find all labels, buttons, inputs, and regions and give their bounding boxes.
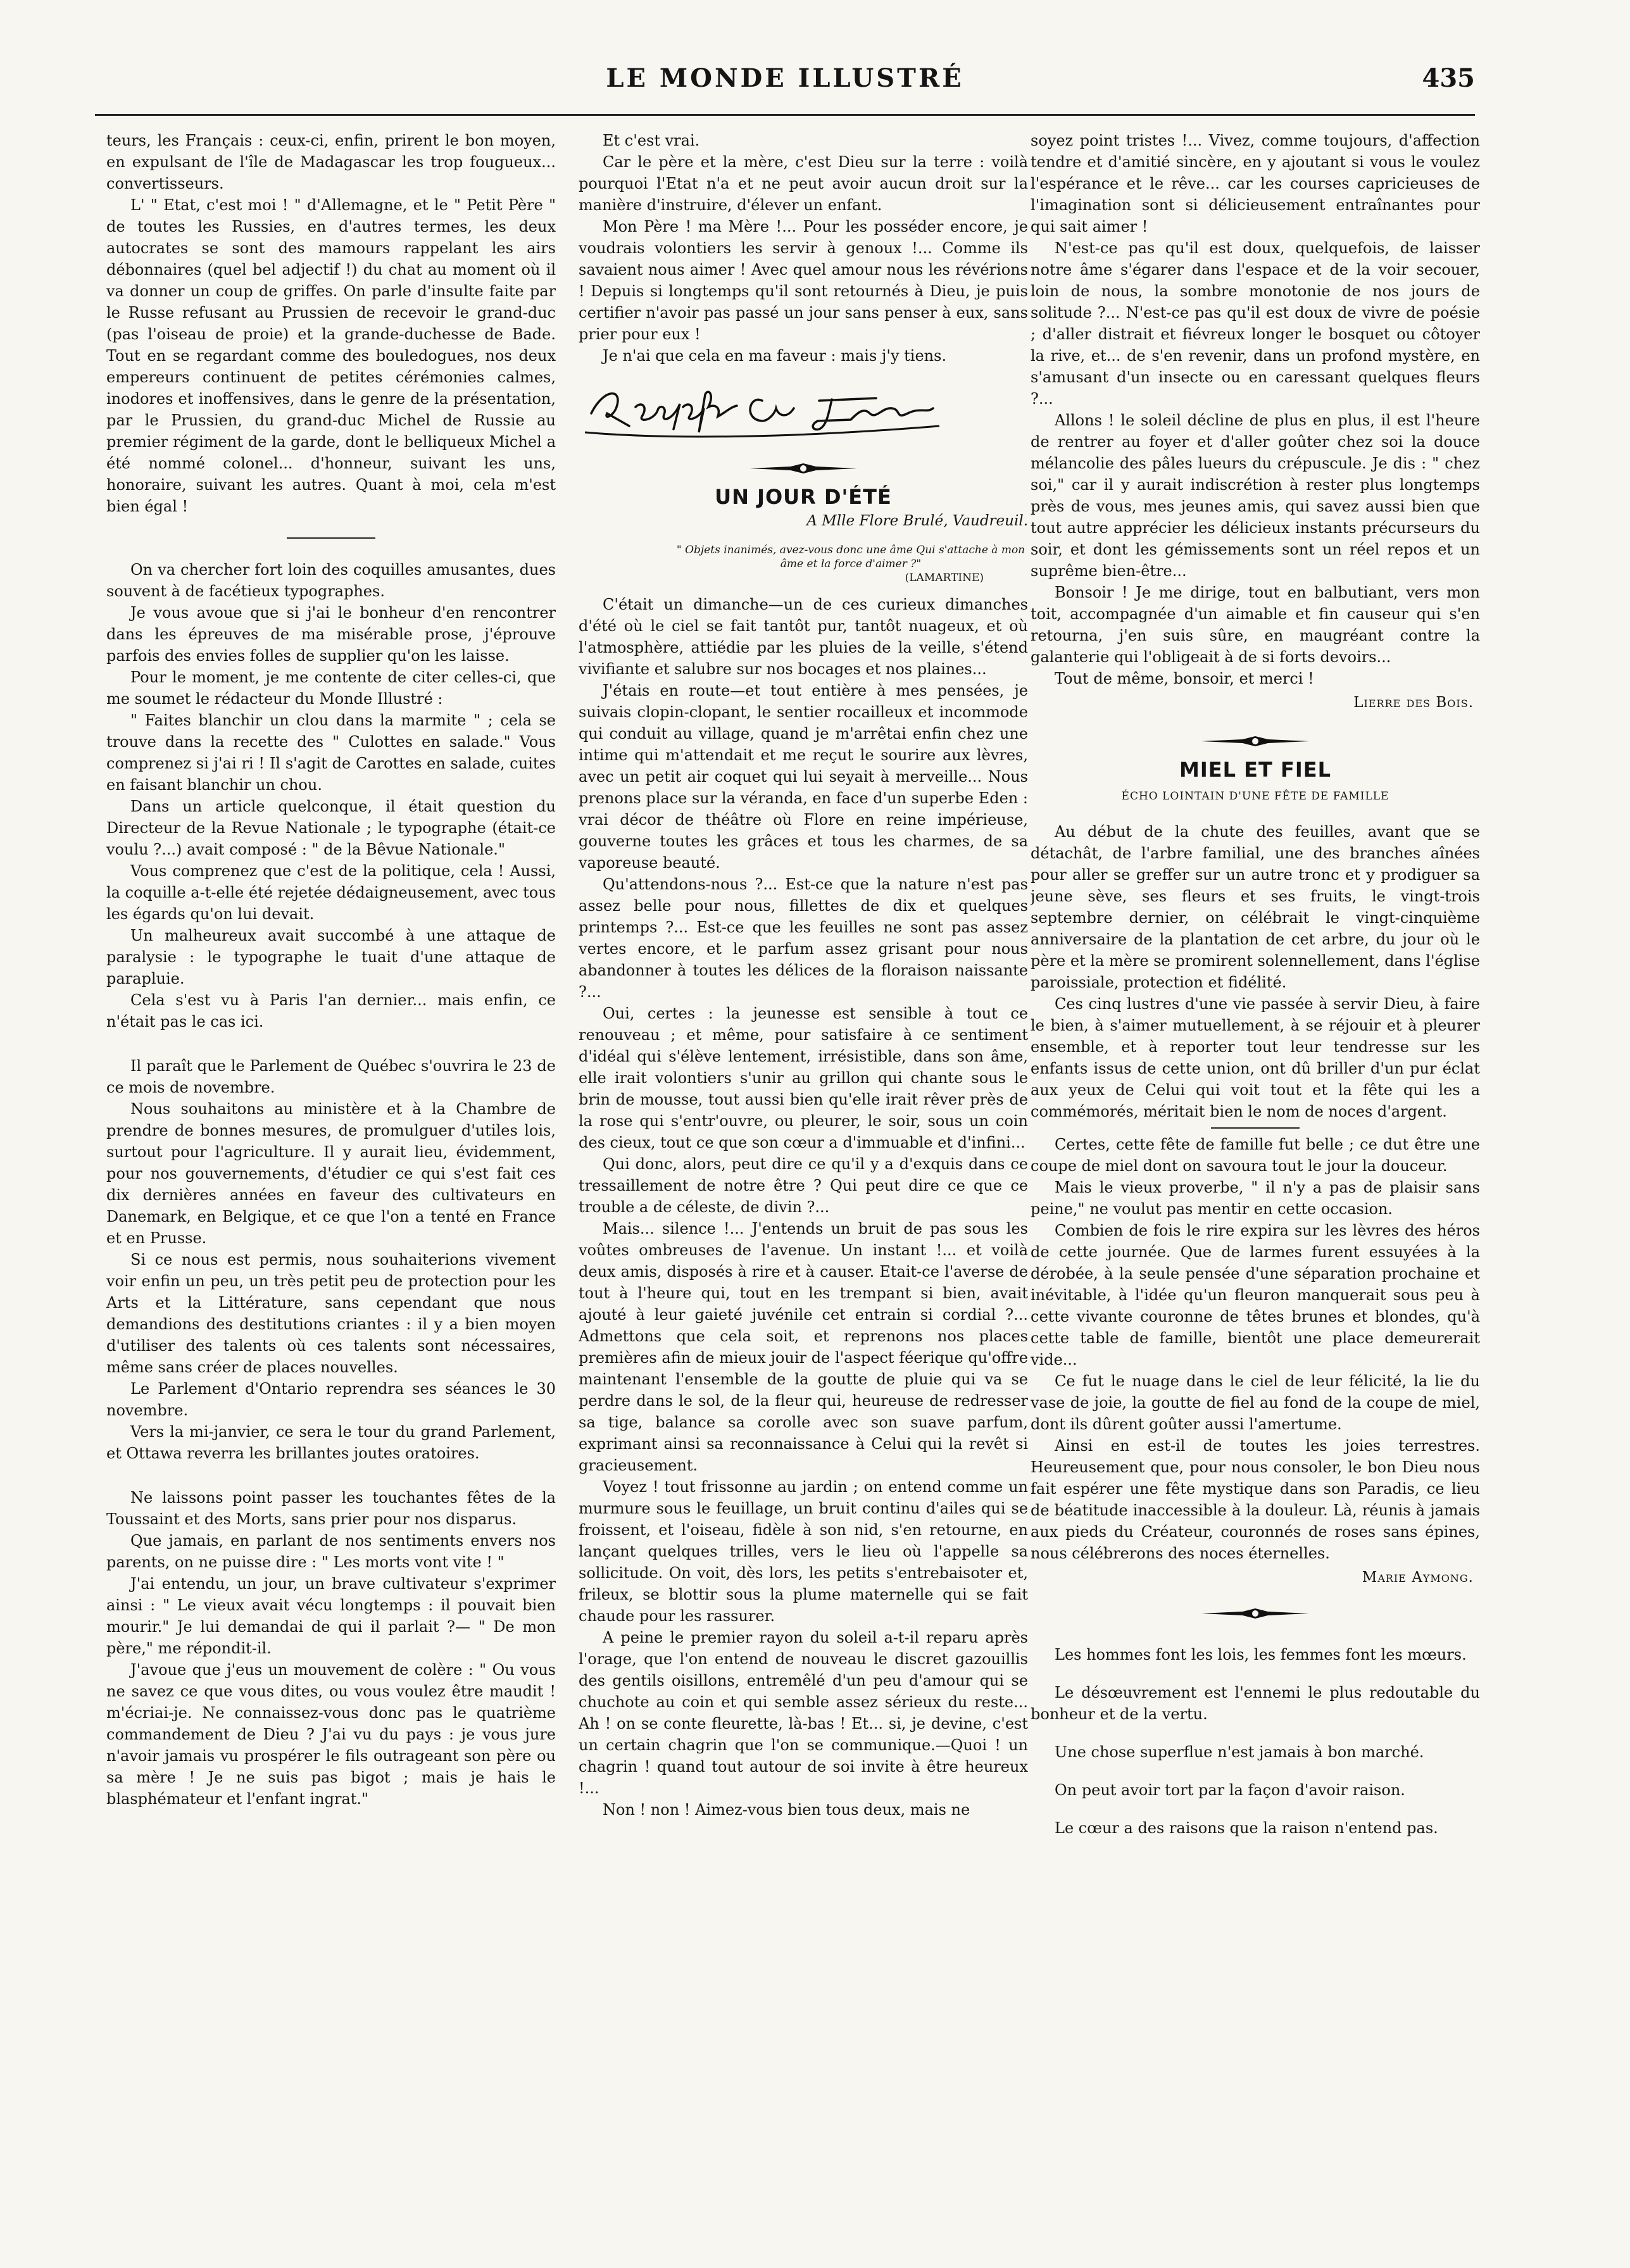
ornament-divider <box>1198 1605 1312 1622</box>
paragraph: Pour le moment, je me contente de citer celles-ci, que me soumet le rédacteur du Monde Illustré : <box>106 668 556 708</box>
epigraph-author: (LAMARTINE) <box>905 572 984 584</box>
dedication: A Mlle Flore Brulé, Vaudreuil. <box>806 513 1028 529</box>
paragraph: Au début de la chute des feuilles, avant que se détachât, de l'arbre familial, une des branches aînées pour aller se greffer sur un autre tronc et y prodiguer sa jeune sève, ses fleurs et ses fruits, le vingt-trois septembre dernier, on célébrait le vingt-cinquième anniversaire de la plantation de cet arbre, du jour où le père et la mère se promirent solennellement, dans l'église paroissiale, protection et fidélité. <box>1031 823 1480 991</box>
paragraph: Combien de fois le rire expira sur les lèvres des héros de cette journée. Que de larmes furent essuyées à la dérobée, à la seule pensée d'une séparation prochaine et inévitable, à l'idée qu'un fleuron manquerait sous peu à cette vivante couronne de têtes brunes et blondes, qu'à cette table de famille, bientôt une place demeurerait vide... <box>1031 1222 1480 1369</box>
paragraph: C'était un dimanche—un de ces curieux dimanches d'été où le ciel se fait tantôt pur, tantôt nuageux, et où l'atmosphère, attiédie par les pluies de la veille, s'étend vivifiante et salubre sur nos bocages et nos plaines... <box>579 596 1028 678</box>
paragraph: Ce fut le nuage dans le ciel de leur félicité, la lie du vase de joie, la goutte de fiel au fond de la coupe de miel, dont ils dûrent goûter aussi l'amertume. <box>1031 1372 1480 1433</box>
paragraph: Il paraît que le Parlement de Québec s'ouvrira le 23 de ce mois de novembre. <box>106 1057 556 1096</box>
article-subtitle: ÉCHO LOINTAIN D'UNE FÊTE DE FAMILLE <box>1121 790 1389 803</box>
paragraph: soyez point tristes !... Vivez, comme toujours, d'affection tendre et d'amitié sincère, en y ajoutant si vous le voulez l'espérance et le rêve... car les courses capricieuses de l'imagination sont si délicieusement entraînantes pour qui sait aimer ! <box>1031 132 1480 235</box>
paragraph: Que jamais, en parlant de nos sentiments envers nos parents, on ne puisse dire : " Les morts vont vite ! " <box>106 1532 556 1571</box>
paragraph: Mais... silence !... J'entends un bruit de pas sous les voûtes ombreuses de l'avenue. Un instant !... et voilà deux amis, disposés à rire et à causer. Etait-ce l'averse de tout à l'heure qui, tout en les trempant si bien, avait ajouté à leur gaieté juvénile cet entrain si cordial ?... Admettons que cela soit, et reprenons nos places premières afin de mieux jouir de l'aspect féerique qu'offre maintenant l'ensemble de la goutte de pluie qui va se perdre dans le sol, de la fleur qui, heureuse de redresser sa tige, balance sa corolle avec son suave parfum, exprimant ainsi sa reconnaissance à Celui qui la revêt si gracieusement. <box>579 1220 1028 1474</box>
paragraph: Et c'est vrai. <box>603 132 700 149</box>
section-divider <box>1211 1127 1300 1129</box>
paragraph: " Faites blanchir un clou dans la marmite " ; cela se trouve dans la recette des " Culottes en salade." Vous comprenez si j'ai ri ! Il s'agit de Carottes en salade, cuites en faisant blanchir un chou. <box>106 711 556 794</box>
paragraph: L' " Etat, c'est moi ! " d'Allemagne, et le " Petit Père " de toutes les Russies, en d'autres termes, les deux autocrates se sont des mamours rappelant les airs débonnaires (quel bel adjectif !) du chat au moment où il va donner un coup de griffes. On parle d'insulte faite par le Russe refusant au Prussien de recevoir le grand-duc (pas l'oiseau de proie) et la grande-duchesse de Bade. Tout en se regardant comme des bouledogues, nos deux empereurs continuent de petites cérémonies calmes, inodores et inoffensives, dans le genre de la présentation, par le Prussien, du grand-duc Michel de Russie au premier régiment de la garde, dont le belliqueux Michel a été nommé colonel... d'honneur, suivant les uns, honoraire, suivant les autres. Quant à moi, cela m'est bien égal ! <box>106 196 556 515</box>
paragraph: J'étais en route—et tout entière à mes pensées, je suivais clopin-clopant, le sentier rocailleux et incommode qui conduit au village, quand je m'arrêtai enfin chez une intime qui m'attendait et me reçut le sourire aux lèvres, avec un petit air coquet qui lui seyait à merveille... Nous prenons place sur la véranda, en face d'un superbe Eden : vrai décor de théâtre où Flore en reine impérieuse, gouverne toutes les grâces et tous les charmes, de sa vaporeuse beauté. <box>579 682 1028 872</box>
column-2 <box>579 130 1028 2130</box>
paragraph: Qu'attendons-nous ?... Est-ce que la nature n'est pas assez belle pour nous, fillettes de dix et quelques printemps ?... Est-ce que les feuilles ne sont pas assez vertes encore, et le parfum assez grisant pour nous abandonner à toutes les délices de la floraison naissante ?... <box>579 875 1028 1001</box>
paragraph: Non ! non ! Aimez-vous bien tous deux, mais ne <box>603 1801 970 1819</box>
ornament-divider <box>1198 732 1312 750</box>
epigraph: " Objets inanimés, avez-vous donc une âme Qui s'attache à mon âme et la force d'aimer ?" <box>676 544 1025 570</box>
paragraph: Tout de même, bonsoir, et merci ! <box>1055 670 1314 687</box>
paragraph: Cela s'est vu à Paris l'an dernier... mais enfin, ce n'était pas le cas ici. <box>106 991 556 1031</box>
section-divider <box>287 537 375 539</box>
article-title: MIEL ET FIEL <box>1179 758 1331 782</box>
paragraph: Nous souhaitons au ministère et à la Chambre de prendre de bonnes mesures, de promulguer d'utiles lois, surtout pour l'agriculture. Il y aurait lieu, évidemment, pour nos gouvernements, d'étudier ce qui s'est fait ces dix dernières années en faveur des cultivateurs en Danemark, en Belgique, et ce que l'on a tenté en France et en Prusse. <box>106 1100 556 1247</box>
paragraph: Dans un article quelconque, il était question du Directeur de la Revue Nationale ; le typographe (était-ce voulu ?...) avait composé : " de la Bêvue Nationale." <box>106 798 556 858</box>
paragraph: Bonsoir ! Je me dirige, tout en balbutiant, vers mon toit, accompagnée d'un aimable et fin causeur qui s'en retourna, j'en suis sûre, en maugréant contre la galanterie qui l'obligeait à de si forts devoirs... <box>1031 584 1480 666</box>
paragraph: Ne laissons point passer les touchantes fêtes de la Toussaint et des Morts, sans prier pour nos disparus. <box>106 1489 556 1528</box>
handwritten-signature <box>579 369 946 445</box>
author-name: Lierre des Bois. <box>1353 694 1474 711</box>
paragraph: Le Parlement d'Ontario reprendra ses séances le 30 novembre. <box>106 1380 556 1419</box>
masthead-title: LE MONDE ILLUSTRÉ <box>606 63 964 93</box>
section-gap <box>106 1464 556 1487</box>
section-gap <box>106 1032 556 1055</box>
article-title: UN JOUR D'ÉTÉ <box>715 485 892 509</box>
maxim: Le cœur a des raisons que la raison n'entend pas. <box>1055 1819 1438 1837</box>
paragraph: Vous comprenez que c'est de la politique, cela ! Aussi, la coquille a-t-elle été rejetée dédaigneusement, avec tous les égards qu'on lui devait. <box>106 862 556 923</box>
column-3 <box>1031 130 1480 2130</box>
column-1 <box>106 130 556 2130</box>
author-name: Marie Aymong. <box>1362 1569 1474 1586</box>
paragraph: Oui, certes : la jeunesse est sensible à tout ce renouveau ; et même, pour satisfaire à ce sentiment d'idéal qui s'élève lentement, irrésistible, dans son âme, elle irait volontiers s'unir au grillon qui chante sous le brin de mousse, tout aussi bien qu'elle irait rêver près de la rose qui s'entr'ouvre, ou pleurer, le soir, sous un coin des cieux, tout ce que son cœur a d'immuable et d'infini... <box>579 1005 1028 1151</box>
paragraph: Ces cinq lustres d'une vie passée à servir Dieu, à faire le bien, à s'aimer mutuellement, à se réjouir et à pleurer ensemble, et à reporter tout leur tendresse sur les enfants issus de cette union, ont dû briller d'un pur éclat aux yeux de Celui qui voit tout et la fête qui les a commémorés, méritait bien le nom de noces d'argent. <box>1031 995 1480 1120</box>
paragraph: Je vous avoue que si j'ai le bonheur d'en rencontrer dans les épreuves de ma misérable prose, j'éprouve parfois des envies folles de supplier qu'on les laisse. <box>106 604 556 665</box>
paragraph: Je n'ai que cela en ma faveur : mais j'y tiens. <box>603 347 947 365</box>
maxim: Le désœuvrement est l'ennemi le plus redoutable du bonheur et de la vertu. <box>1031 1684 1480 1723</box>
paragraph: J'avoue que j'eus un mouvement de colère : " Ou vous ne savez ce que vous dites, ou vous voulez être maudit ! m'écriai-je. Ne connaissez-vous donc pas le quatrième commandement de Dieu ? J'ai vu du pays : je vous jure n'avoir jamais vu prospérer le fils outrageant son père ou sa mère ! Je ne suis pas bigot ; mais je hais le blasphémateur et l'enfant ingrat." <box>106 1661 556 1808</box>
paragraph: Mon Père ! ma Mère !... Pour les posséder encore, je voudrais volontiers les servir à genoux !... Comme ils savaient nous aimer ! Avec quel amour nous les révérions ! Depuis si longtemps qu'il sont retournés à Dieu, je puis certifier n'avoir pas passé un jour sans penser à eux, sans prier pour eux ! <box>579 218 1028 343</box>
paragraph: Si ce nous est permis, nous souhaiterions vivement voir enfin un peu, un très petit peu de protection pour les Arts et la Littérature, sans cependant que nous demandions des destitutions criantes : il y a bien moyen d'utiliser des talents où ces talents sont nécessaires, même sans créer de places nouvelles. <box>106 1251 556 1376</box>
ornament-divider <box>746 460 860 477</box>
page-number: 435 <box>1422 63 1475 93</box>
paragraph: teurs, les Français : ceux-ci, enfin, prirent le bon moyen, en expulsant de l'île de Madagascar les trop fougueux... convertisseurs. <box>106 132 556 192</box>
paragraph: N'est-ce pas qu'il est doux, quelquefois, de laisser notre âme s'égarer dans l'espace et de la voir secouer, loin de nous, la sombre monotonie de nos jours de solitude ?... N'est-ce pas qu'il est doux de vivre de poésie ; d'aller distrait et fiévreux longer le bosquet ou côtoyer la rive, et... de s'en revenir, dans un profond mystère, en s'amusant d'un insecte ou en caressant quelques fleurs ?... <box>1031 239 1480 408</box>
paragraph: Ainsi en est-il de toutes les joies terrestres. Heureusement que, pour nous consoler, le bon Dieu nous fait espérer une fête mystique dans son Paradis, ce lieu de béatitude inaccessible à la douleur. Là, réunis à jamais aux pieds du Créateur, couronnés de roses sans épines, nous célébrerons des noces éternelles. <box>1031 1437 1480 1562</box>
maxim: Une chose superflue n'est jamais à bon marché. <box>1055 1743 1424 1761</box>
paragraph: On va chercher fort loin des coquilles amusantes, dues souvent à de facétieux typographes. <box>106 561 556 600</box>
paragraph: Vers la mi-janvier, ce sera le tour du grand Parlement, et Ottawa reverra les brillantes joutes oratoires. <box>106 1423 556 1462</box>
paragraph: Mais le vieux proverbe, " il n'y a pas de plaisir sans peine," ne voulut pas mentir en cette occasion. <box>1031 1179 1480 1218</box>
paragraph: Qui donc, alors, peut dire ce qu'il y a d'exquis dans ce tressaillement de notre être ? Qui peut dire ce que ce trouble a de céleste, de divin ?... <box>579 1155 1028 1216</box>
maxim: Les hommes font les lois, les femmes font les mœurs. <box>1055 1646 1467 1663</box>
paragraph: Certes, cette fête de famille fut belle ; ce dut être une coupe de miel dont on savoura tout le jour la douceur. <box>1031 1136 1480 1175</box>
paragraph: Voyez ! tout frissonne au jardin ; on entend comme un murmure sous le feuillage, un bruit continu d'ailes qui se froissent, et l'oiseau, fidèle à son nid, s'en retourne, en lançant quelques trilles, vers le lieu où l'appelle sa sollicitude. On voit, dès lors, les petits s'entrebaisoter et, frileux, se blottir sous la plume maternelle qui se fait chaude pour les rassurer. <box>579 1478 1028 1625</box>
paragraph: J'ai entendu, un jour, un brave cultivateur s'exprimer ainsi : " Le vieux avait vécu longtemps : il pouvait bien mourir." Je lui demandai de qui il parlait ?— " De mon père," me répondit-il. <box>106 1575 556 1657</box>
header-rule <box>95 114 1475 116</box>
page-header <box>95 63 1475 101</box>
maxim: On peut avoir tort par la façon d'avoir raison. <box>1055 1781 1405 1799</box>
paragraph: Car le père et la mère, c'est Dieu sur la terre : voilà pourquoi l'Etat n'a et ne peut avoir aucun droit sur la manière d'instruire, d'élever un enfant. <box>579 153 1028 214</box>
paragraph: A peine le premier rayon du soleil a-t-il reparu après l'orage, que l'on entend de nouveau le discret gazouillis des gentils oisillons, entremêlé d'un peu d'amour qui se chuchote au coin et qui semble assez sérieux du reste... Ah ! on se conte fleurette, là-bas ! Et... si, je devine, c'est un certain chagrin que l'on se communique.—Quoi ! un chagrin ! quand tout autour de soi invite à être heureux !... <box>579 1629 1028 1797</box>
paragraph: Allons ! le soleil décline de plus en plus, il est l'heure de rentrer au foyer et d'aller goûter chez soi la douce mélancolie des pâles lueurs du crépuscule. Je dis : " chez soi," car il y aurait indiscrétion à rester plus longtemps près de vous, mes jeunes amis, qui savez aussi bien que tout autre apprécier les délicieux instants précurseurs du soir, et dont les gémissements sont un réel repos et un suprême bien-être... <box>1031 411 1480 580</box>
paragraph: Un malheureux avait succombé à une attaque de paralysie : le typographe le tuait d'une attaque de parapluie. <box>106 927 556 987</box>
